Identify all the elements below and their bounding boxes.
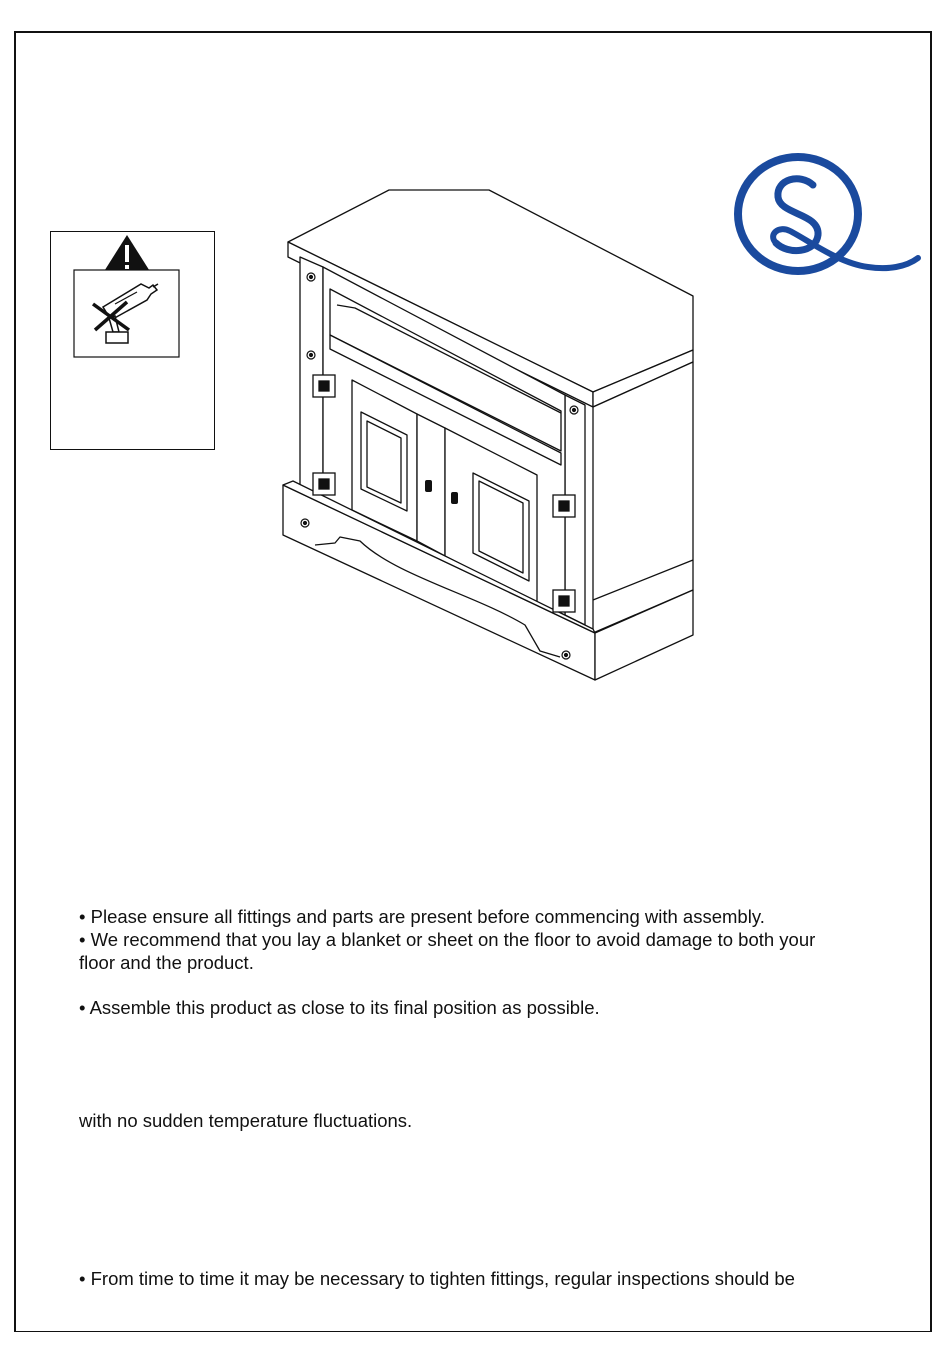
instruction-tighten: • From time to time it may be necessary to tighten fittings, regular inspections should be bbox=[79, 1268, 795, 1289]
no-power-tools-warning bbox=[50, 231, 215, 450]
power-drill-prohibited-icon bbox=[51, 232, 216, 451]
instruction-position: • Assemble this product as close to its final position as possible. bbox=[79, 997, 600, 1018]
page-border-bottom bbox=[14, 1331, 932, 1332]
instruction-fittings: • Please ensure all fittings and parts are present before commencing with assembly. bbox=[79, 906, 765, 927]
instructions-group-3 bbox=[79, 1109, 909, 1132]
instructions-group-1 bbox=[79, 905, 909, 974]
corner-tv-unit-illustration bbox=[275, 185, 700, 690]
instruction-temperature: with no sudden temperature fluctuations. bbox=[79, 1110, 413, 1131]
instructions-group-2 bbox=[79, 996, 909, 1019]
instructions-group-4 bbox=[79, 1267, 909, 1290]
sq-logo-icon bbox=[728, 145, 923, 280]
instruction-blanket-cont: floor and the product. bbox=[79, 952, 254, 973]
instruction-blanket: • We recommend that you lay a blanket or sheet on the floor to avoid damage to both your bbox=[79, 929, 816, 950]
